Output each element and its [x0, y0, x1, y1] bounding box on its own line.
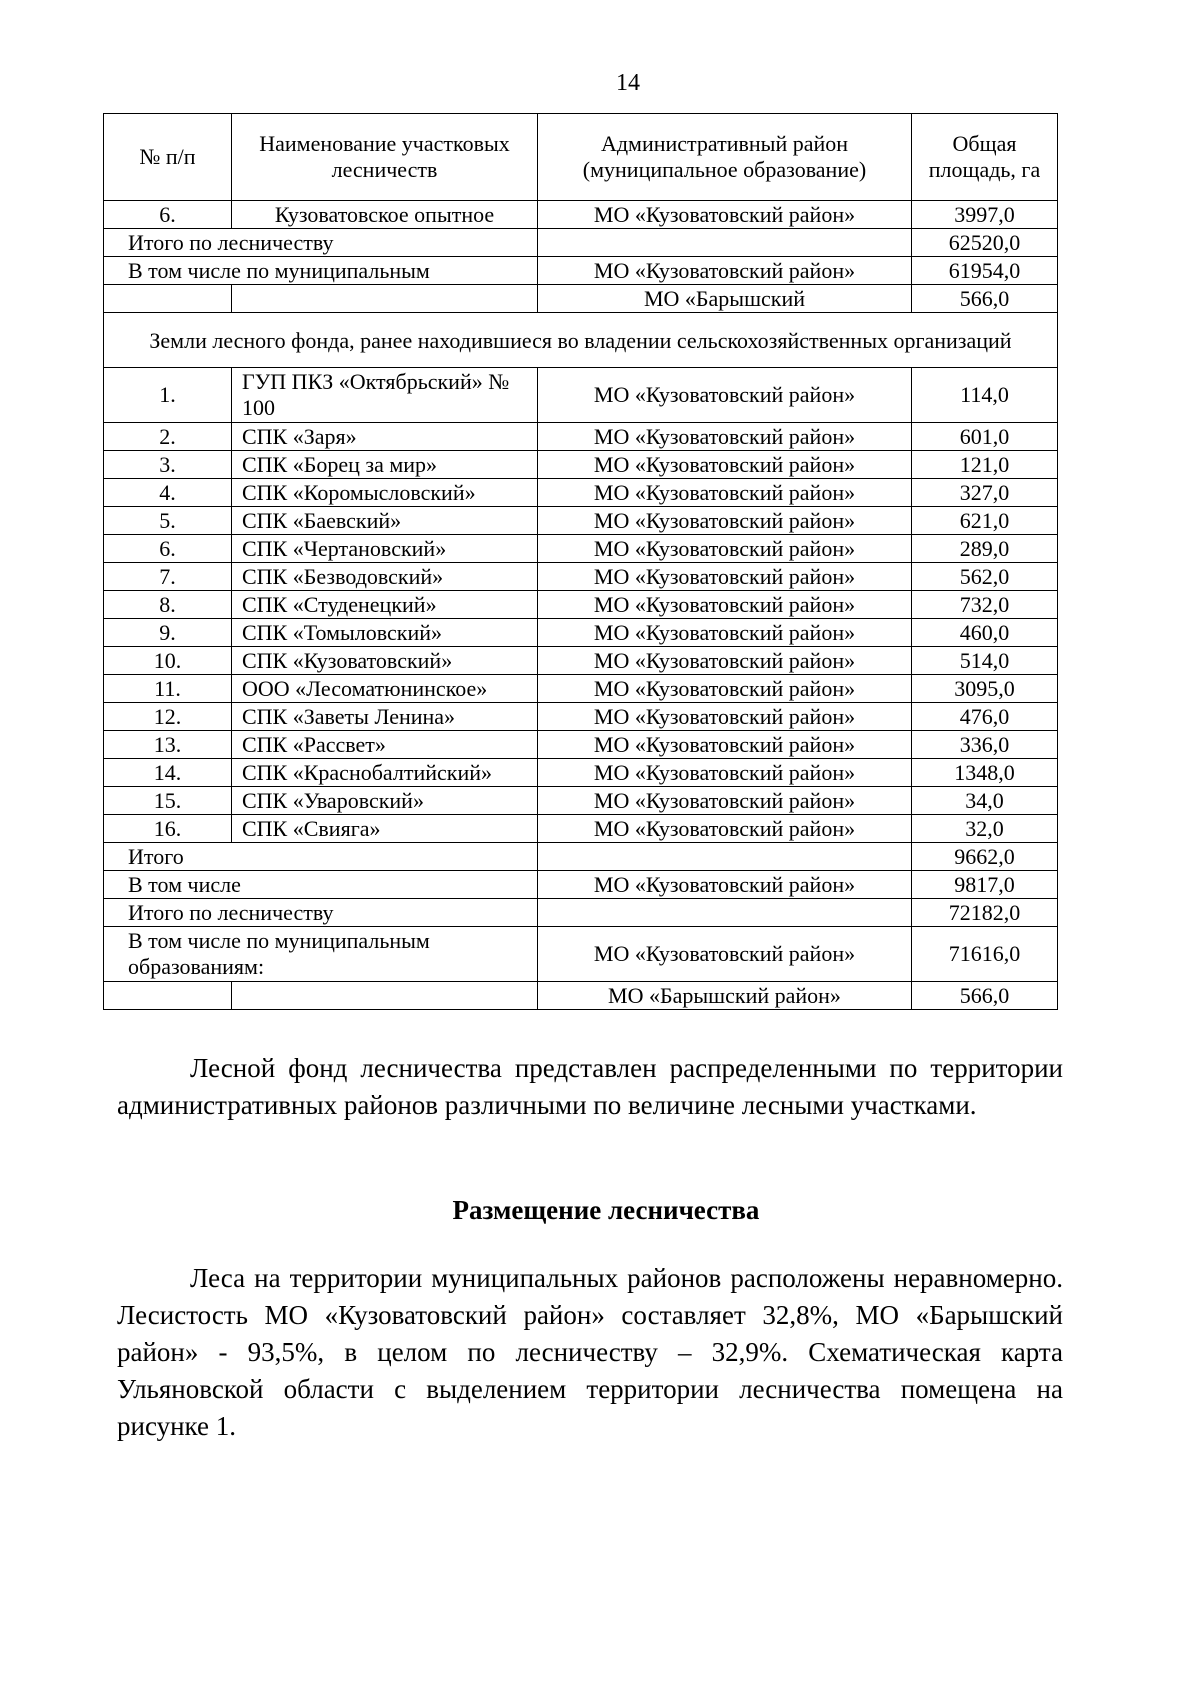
table-row — [104, 479, 1058, 507]
summary-row — [104, 285, 1058, 313]
table-row — [104, 451, 1058, 479]
summary-label: Итого по лесничеству — [104, 899, 538, 927]
summary-row — [104, 257, 1058, 285]
row-area: 114,0 — [912, 368, 1058, 423]
row-area: 34,0 — [912, 787, 1058, 815]
row-num: 11. — [104, 675, 232, 703]
row-num: 7. — [104, 563, 232, 591]
page-number: 14 — [616, 70, 640, 96]
row-district: МО «Кузоватовский район» — [538, 703, 912, 731]
summary-label: Итого по лесничеству — [104, 229, 538, 257]
table-row — [104, 507, 1058, 535]
table-row — [104, 815, 1058, 843]
row-area: 121,0 — [912, 451, 1058, 479]
row-district: МО «Кузоватовский район» — [538, 535, 912, 563]
header-district: Административный район (муниципальное образование) — [538, 114, 912, 201]
row-district: МО «Кузоватовский район» — [538, 591, 912, 619]
summary-area: 72182,0 — [912, 899, 1058, 927]
row-num: 8. — [104, 591, 232, 619]
row-name: СПК «Заря» — [232, 423, 538, 451]
row-num: 15. — [104, 787, 232, 815]
row-num: 5. — [104, 507, 232, 535]
row-district: МО «Кузоватовский район» — [538, 563, 912, 591]
summary-district: МО «Барышский — [538, 285, 912, 313]
table-row — [104, 563, 1058, 591]
row-num: 9. — [104, 619, 232, 647]
row-area: 3095,0 — [912, 675, 1058, 703]
row-name: СПК «Рассвет» — [232, 731, 538, 759]
table-row — [104, 201, 1058, 229]
row-name: ГУП ПКЗ «Октябрьский» № 100 — [232, 368, 538, 423]
table-row — [104, 647, 1058, 675]
row-name: СПК «Заветы Ленина» — [232, 703, 538, 731]
row-num: 3. — [104, 451, 232, 479]
row-num: 1. — [104, 368, 232, 423]
summary-area: 9817,0 — [912, 871, 1058, 899]
row-name: СПК «Баевский» — [232, 507, 538, 535]
row-area: 621,0 — [912, 507, 1058, 535]
summary-area: 61954,0 — [912, 257, 1058, 285]
summary-label — [232, 285, 538, 313]
row-area: 514,0 — [912, 647, 1058, 675]
row-num: 2. — [104, 423, 232, 451]
row-area: 460,0 — [912, 619, 1058, 647]
table-row — [104, 423, 1058, 451]
row-area: 327,0 — [912, 479, 1058, 507]
summary-area: 566,0 — [912, 982, 1058, 1010]
summary-area: 62520,0 — [912, 229, 1058, 257]
row-name: СПК «Борец за мир» — [232, 451, 538, 479]
table-row — [104, 787, 1058, 815]
summary-row — [104, 229, 1058, 257]
summary-district — [538, 899, 912, 927]
row-district: МО «Кузоватовский район» — [538, 675, 912, 703]
header-name: Наименование участковых лесничеств — [232, 114, 538, 201]
summary-row — [104, 843, 1058, 871]
table-row — [104, 591, 1058, 619]
row-name: СПК «Безводовский» — [232, 563, 538, 591]
summary-row — [104, 927, 1058, 982]
summary-area: 9662,0 — [912, 843, 1058, 871]
row-name: СПК «Студенецкий» — [232, 591, 538, 619]
empty-cell — [104, 982, 232, 1010]
section-title: Земли лесного фонда, ранее находившиеся во владении сельскохозяйственных организаций — [104, 313, 1058, 368]
summary-district — [538, 843, 912, 871]
row-district: МО «Кузоватовский район» — [538, 423, 912, 451]
summary-district: МО «Кузоватовский район» — [538, 871, 912, 899]
row-area: 32,0 — [912, 815, 1058, 843]
header-num: № п/п — [104, 114, 232, 201]
paragraph-placement: Леса на территории муниципальных районов расположены неравномерно. Лесистость МО «Кузоватовский район» составляет 32,8%, МО «Барышский район» - 93,5%, в целом по лесничеству – 32,9%. Схематическая карта Ульяновской области с выделением территории лесничества помещена на рисунке 1. — [117, 1263, 1063, 1441]
summary-label: В том числе по муниципальным — [104, 257, 538, 285]
row-area: 336,0 — [912, 731, 1058, 759]
summary-label: В том числе — [104, 871, 538, 899]
row-num: 6. — [104, 535, 232, 563]
row-num: 12. — [104, 703, 232, 731]
table-header-row — [104, 114, 1058, 201]
row-district: МО «Кузоватовский район» — [538, 368, 912, 423]
table-row — [104, 535, 1058, 563]
table-row — [104, 731, 1058, 759]
row-area: 3997,0 — [912, 201, 1058, 229]
row-num: 14. — [104, 759, 232, 787]
section-row — [104, 313, 1058, 368]
row-district: МО «Кузоватовский район» — [538, 647, 912, 675]
row-num: 6. — [104, 201, 232, 229]
row-num: 16. — [104, 815, 232, 843]
section-heading: Размещение лесничества — [452, 1195, 760, 1225]
row-area: 289,0 — [912, 535, 1058, 563]
summary-district: МО «Барышский район» — [538, 982, 912, 1010]
row-district: МО «Кузоватовский район» — [538, 619, 912, 647]
table-row — [104, 703, 1058, 731]
summary-row — [104, 899, 1058, 927]
forest-areas-table — [103, 113, 1058, 1010]
summary-area: 71616,0 — [912, 927, 1058, 982]
row-area: 562,0 — [912, 563, 1058, 591]
row-district: МО «Кузоватовский район» — [538, 479, 912, 507]
table-row — [104, 619, 1058, 647]
row-area: 601,0 — [912, 423, 1058, 451]
row-district: МО «Кузоватовский район» — [538, 201, 912, 229]
summary-label: В том числе по муниципальным образованиям: — [104, 927, 538, 982]
row-name: СПК «Томыловский» — [232, 619, 538, 647]
row-area: 732,0 — [912, 591, 1058, 619]
paragraph-forest-fund: Лесной фонд лесничества представлен распределенными по территории административных районов различными по величине лесными участками. — [117, 1053, 1063, 1120]
header-area: Общая площадь, га — [912, 114, 1058, 201]
summary-label: Итого — [104, 843, 538, 871]
row-district: МО «Кузоватовский район» — [538, 759, 912, 787]
row-district: МО «Кузоватовский район» — [538, 815, 912, 843]
summary-district: МО «Кузоватовский район» — [538, 257, 912, 285]
row-district: МО «Кузоватовский район» — [538, 507, 912, 535]
row-name: СПК «Коромысловский» — [232, 479, 538, 507]
row-name: СПК «Чертановский» — [232, 535, 538, 563]
row-name: СПК «Кузоватовский» — [232, 647, 538, 675]
row-district: МО «Кузоватовский район» — [538, 731, 912, 759]
summary-area: 566,0 — [912, 285, 1058, 313]
row-district: МО «Кузоватовский район» — [538, 787, 912, 815]
table-row — [104, 368, 1058, 423]
summary-label — [232, 982, 538, 1010]
row-num: 4. — [104, 479, 232, 507]
row-area: 1348,0 — [912, 759, 1058, 787]
row-name: СПК «Уваровский» — [232, 787, 538, 815]
row-num: 10. — [104, 647, 232, 675]
row-num: 13. — [104, 731, 232, 759]
row-district: МО «Кузоватовский район» — [538, 451, 912, 479]
table-row — [104, 759, 1058, 787]
row-area: 476,0 — [912, 703, 1058, 731]
summary-district: МО «Кузоватовский район» — [538, 927, 912, 982]
summary-row — [104, 871, 1058, 899]
summary-row — [104, 982, 1058, 1010]
row-name: Кузоватовское опытное — [232, 201, 538, 229]
summary-district — [538, 229, 912, 257]
row-name: СПК «Краснобалтийский» — [232, 759, 538, 787]
table-row — [104, 675, 1058, 703]
row-name: ООО «Лесоматюнинское» — [232, 675, 538, 703]
empty-cell — [104, 285, 232, 313]
row-name: СПК «Свияга» — [232, 815, 538, 843]
